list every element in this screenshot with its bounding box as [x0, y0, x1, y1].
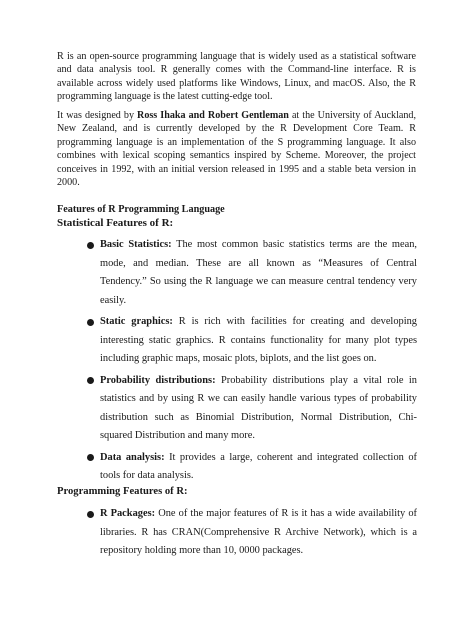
- programming-features-heading: Programming Features of R:: [57, 486, 188, 497]
- list-item: [87, 372, 417, 446]
- programming-features-list: [87, 505, 417, 564]
- features-heading: Features of R Programming Language: [57, 204, 225, 215]
- designer-names: Ross Ihaka and Robert Gentleman: [137, 110, 289, 121]
- list-item-text: The most common basic statistics terms are the mean, mode, and median. These are all known as “Measures of Central Tendency.” So using the R language we can measure central tendency very easily.: [100, 239, 417, 306]
- designer-text-before: It was designed by: [57, 110, 138, 121]
- intro-paragraph: R is an open-source programming language that is widely used as a statistical software and data analysis tool. R generally comes with the Command-line interface. R is available across widely used platforms like Windows, Linux, and macOS. Also, the R programming language is the latest cutting-edge tool.: [57, 51, 416, 103]
- designer-text-after: at the University of Auckland, New Zealand, and is currently developed by the R Development Core Team. R programming language is an implementation of the S programming language. It also combines with lexical scoping semantics inspired by Scheme. Moreover, the project conceives in 1992, with an initial version released in 1995 and a stable beta version in 2000.: [57, 110, 416, 189]
- list-item-text: It provides a large, coherent and integrated collection of tools for data analysis.: [100, 451, 417, 481]
- designer-paragraph: [57, 109, 416, 189]
- statistical-features-list: [87, 236, 417, 489]
- bullet-icon: [87, 377, 94, 384]
- list-item-text: Probability distributions play a vital role in statistics and by using R we can easily handle various types of probability distribution such as Binomial Distribution, Normal Distribution, Chi-squared Distribution and many more.: [100, 374, 417, 441]
- list-item-text: One of the major features of R is it has a wide availability of libraries. R has CRAN(Comprehensive R Archive Network), which is a repository holding more than 10, 0000 packages.: [100, 508, 417, 556]
- list-item: [87, 313, 417, 369]
- bullet-icon: [87, 319, 94, 326]
- statistical-features-heading: Statistical Features of R:: [57, 217, 174, 229]
- bullet-icon: [87, 454, 94, 461]
- list-item: [87, 449, 417, 486]
- list-item: [87, 505, 417, 561]
- list-item: [87, 236, 417, 310]
- list-item-term: Data analysis:: [100, 451, 165, 463]
- list-item-term: Static graphics:: [100, 316, 173, 327]
- bullet-icon: [87, 242, 94, 249]
- bullet-icon: [87, 511, 94, 518]
- list-item-term: Basic Statistics:: [100, 239, 172, 250]
- list-item-text: R is rich with facilities for creating and developing interesting static graphics. R contains functionality for many plot types including graphic maps, mosaic plots, biplots, and the list goes on.: [100, 316, 417, 364]
- list-item-term: Probability distributions:: [100, 374, 216, 386]
- list-item-term: R Packages:: [100, 508, 156, 519]
